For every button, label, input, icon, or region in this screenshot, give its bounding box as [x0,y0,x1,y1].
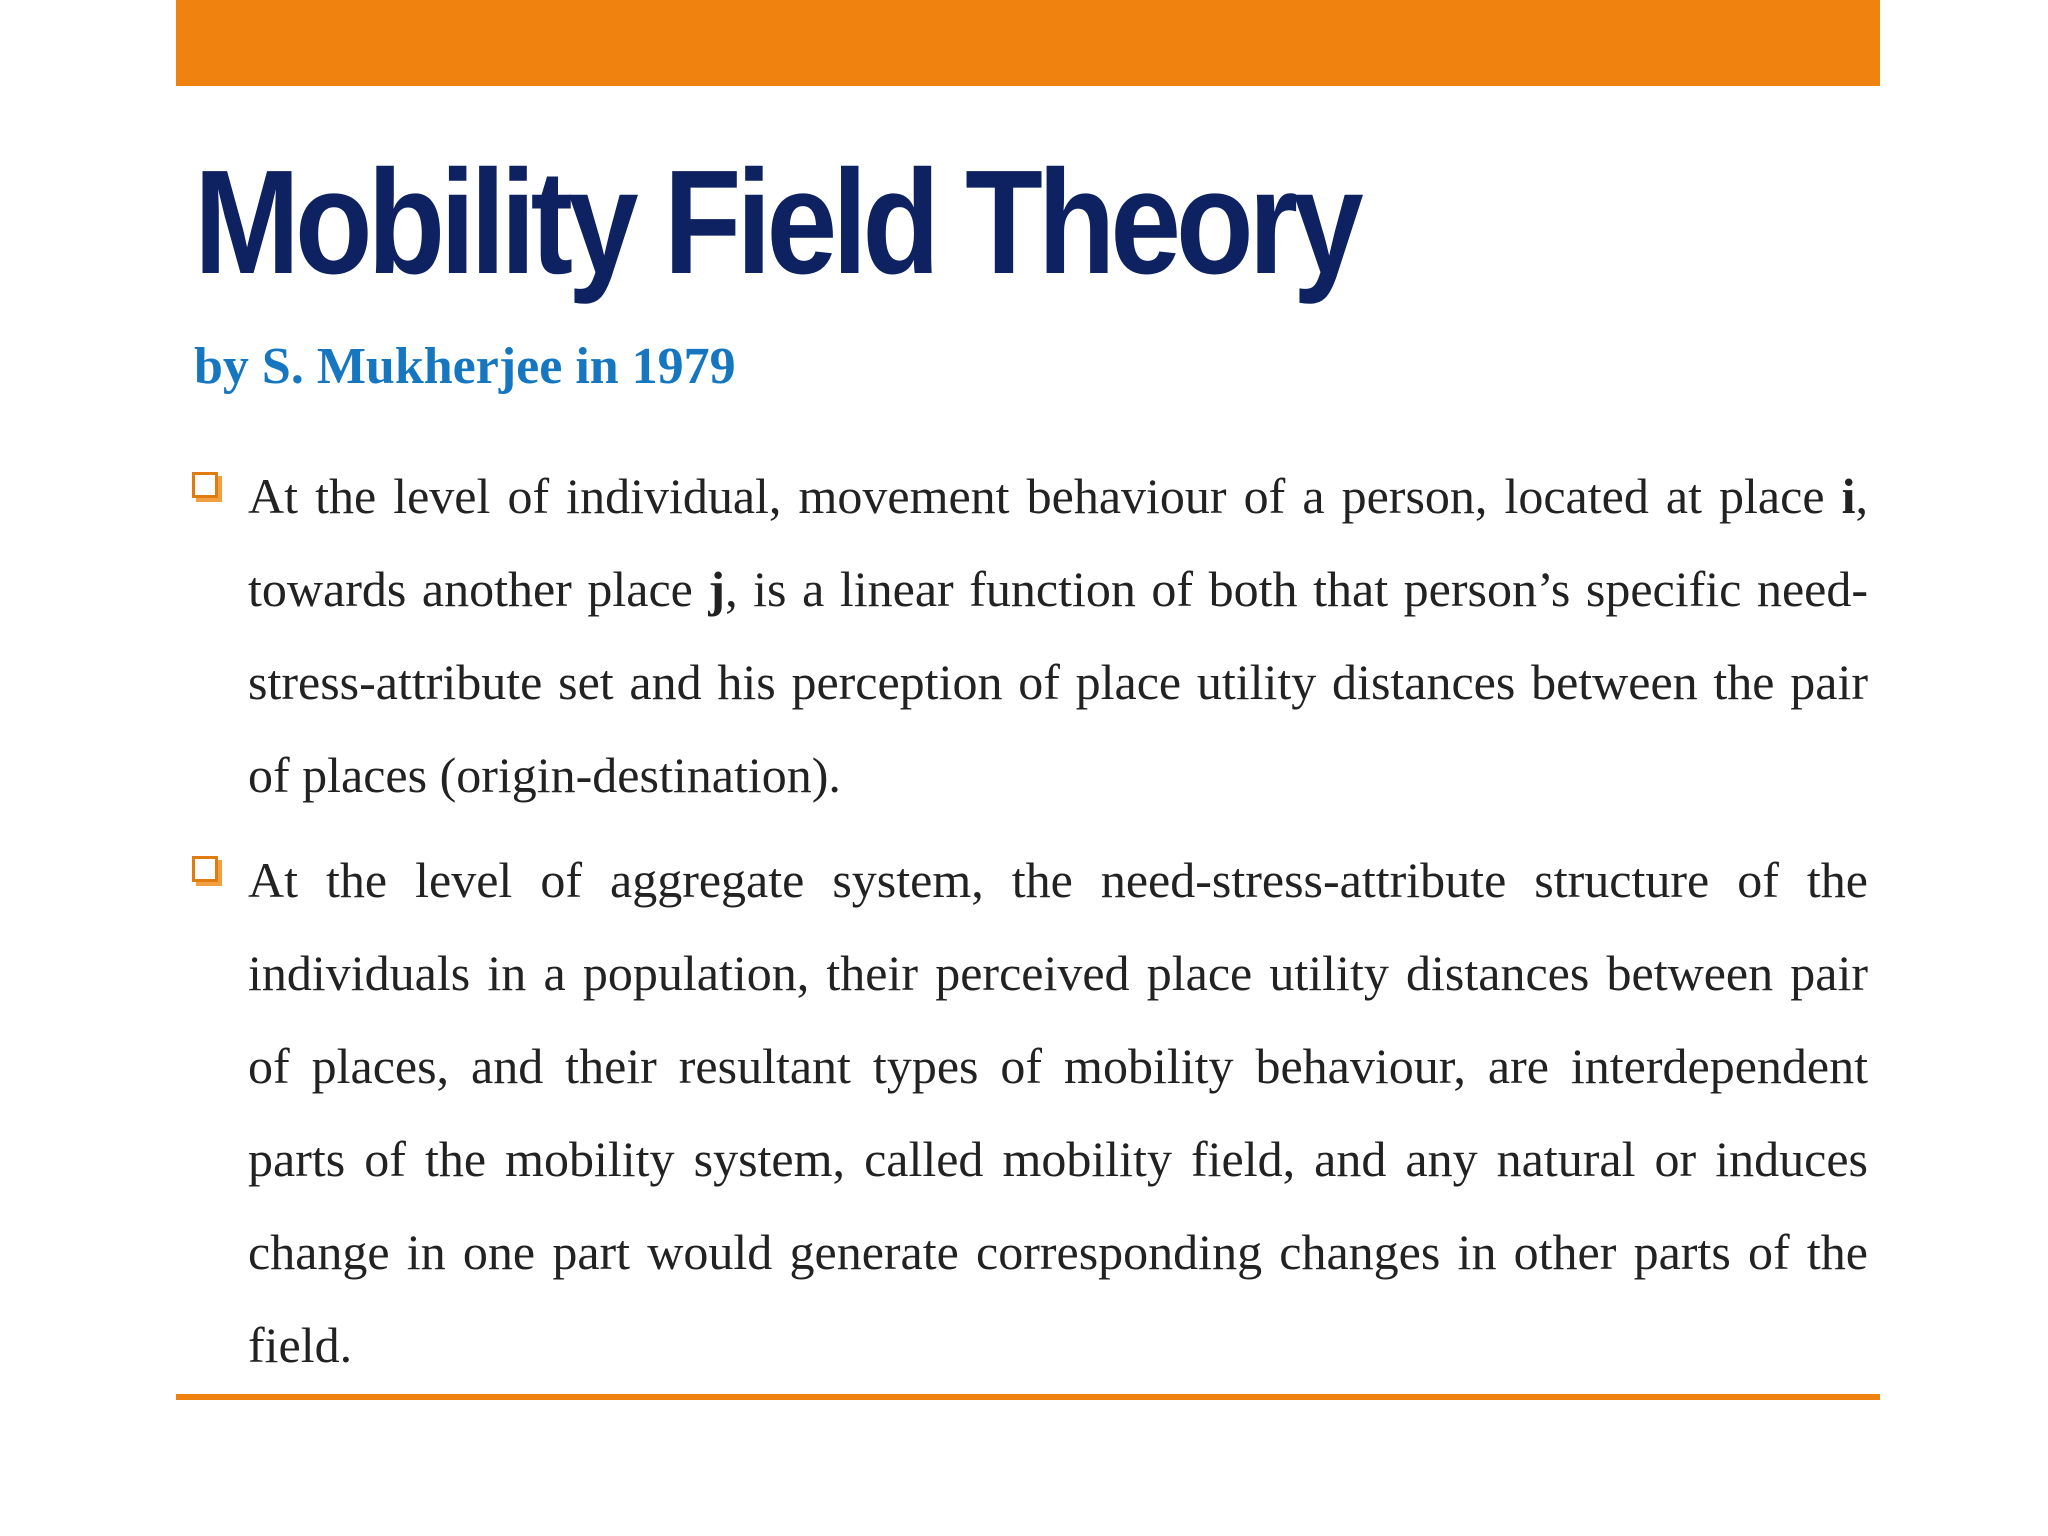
bullet-item-individual [188,450,1868,822]
checkbox-square-icon [192,472,218,498]
bullet-text: At the level of aggregate system, the need-stress-attribute structure of the individuals in a population, their perceived place utility distances between pair of places, and their resultant types of mobility behaviour, are interdependent parts of the mobility system, called mobility field, and any natural or induces change in one part would generate corresponding changes in other parts of the field. [248,852,1868,1373]
bullet-text-part: , is a linear function of both that person’s specific need-stress-attribute set and his perception of place utility distances between the pair of places (origin-destination). [248,561,1868,803]
variable-i: i [1841,468,1856,524]
bullet-list [188,450,1868,1404]
bullet-text [248,450,1868,822]
bullet-item-aggregate [188,834,1868,1392]
slide-subtitle: by S. Mukherjee in 1979 [194,338,736,395]
bullet-text-part: At the level of individual, movement behaviour of a person, located at place [248,468,1842,524]
checkbox-square-icon [192,856,218,882]
top-accent-bar [176,0,1880,86]
bottom-divider [176,1394,1880,1400]
slide-title: Mobility Field Theory [194,140,1359,305]
bullet-text-part: , towards another place [248,468,1868,617]
variable-j: j [708,561,726,617]
